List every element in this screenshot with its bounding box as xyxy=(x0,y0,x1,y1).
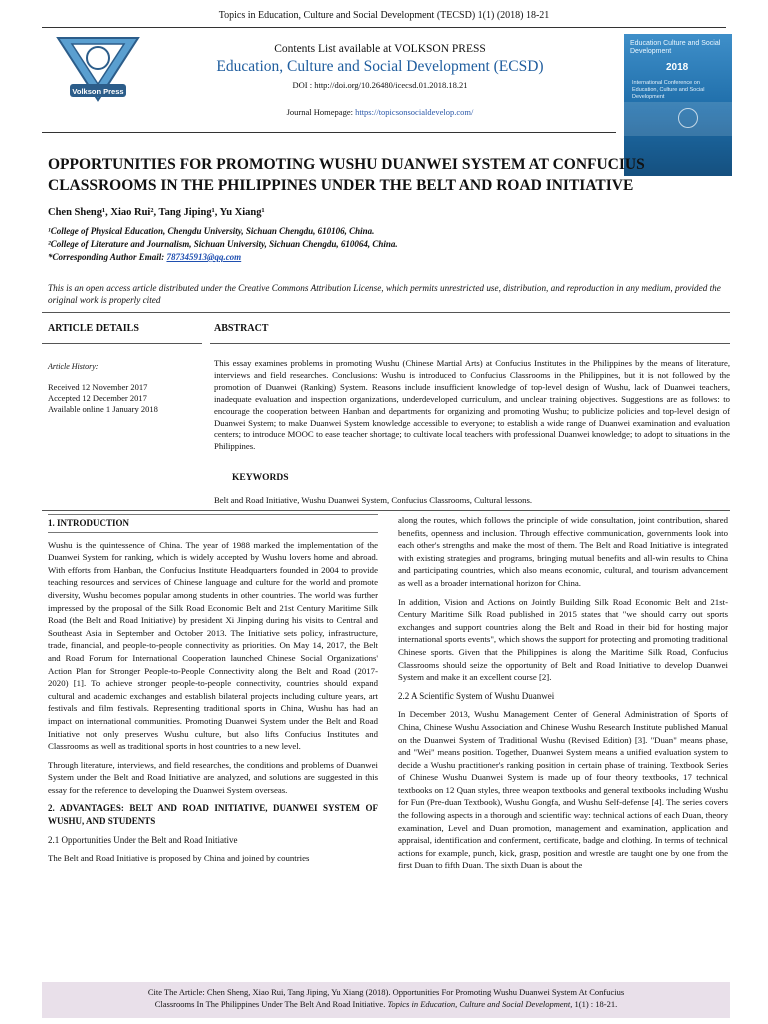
divider xyxy=(42,510,730,511)
citation-line-2 xyxy=(42,998,730,1010)
abstract-heading: ABSTRACT xyxy=(214,323,269,334)
citation-line-2-text: Classrooms In The Philippines Under The Belt And Road Initiative. xyxy=(154,999,388,1009)
body-column-left xyxy=(48,514,378,871)
divider xyxy=(42,312,730,313)
top-rule xyxy=(42,27,726,28)
authors: Chen Sheng¹, Xiao Rui², Tang Jiping¹, Yu Xiang¹ xyxy=(48,207,265,218)
citation-journal: Topics in Education, Culture and Social Development xyxy=(387,999,571,1009)
paragraph: along the routes, which follows the principle of wide consultation, joint contribution, shared benefits, openness and inclusion. Through effective communication, governments look into each other's strengths and make the most of them. The Belt and Road Initiative is integrated with existing strategies and programs, bringing mutual benefits and all-win results to China and participating countries, which also means economic, cultural, and tourism advancement as well as a broader international horizon for China. xyxy=(398,515,728,588)
cover-subtitle: International Conference on Education, Culture and Social Development xyxy=(632,80,705,100)
publisher-logo xyxy=(52,34,144,104)
logo-text: Volkson Press xyxy=(72,87,124,96)
header-rule xyxy=(42,132,616,133)
section-heading: 1. INTRODUCTION xyxy=(48,514,378,533)
citation-line-1: Cite The Article: Chen Sheng, Xiao Rui, Tang Jiping, Yu Xiang (2018). Opportunities For Promoting Wushu Duanwei System At Confucius xyxy=(147,987,625,997)
cover-emblem-icon xyxy=(678,108,698,128)
keywords-text: Belt and Road Initiative, Wushu Duanwei System, Confucius Classrooms, Cultural lessons. xyxy=(214,495,533,505)
affiliation-2: ²College of Literature and Journalism, Sichuan University, Sichuan Chengdu, 610064, China. xyxy=(48,239,398,249)
subsection-heading: 2.1 Opportunities Under the Belt and Road Initiative xyxy=(48,834,238,845)
corresponding-label: *Corresponding Author Email: xyxy=(48,252,167,262)
subsection-heading: 2.2 A Scientific System of Wushu Duanwei xyxy=(398,690,555,701)
body-column-right xyxy=(398,514,728,878)
paragraph: Wushu is the quintessence of China. The year of 1988 marked the implementation of the Duanwei System for ranking, which is widely accepted by Wushu lovers home and abroad. With efforts from Hanban, the Confucius Institute Headquarters founded in 2004 to provide teaching resources and services of Chinese language and culture for the world and promote diversity, Wushu becomes popular among students in other countries. The world was further impressed by the proposal of the Silk Road Economic Belt and 21st Century Maritime Silk Road (the Belt and Road Initiative) by president Xi Jinping during his visits to Central and Southeast Asia in September and October 2013. The Initiative sets policy, infrastructure, trade, financial, and people-to-people connectivity as priorities. On May 14, 2017, the Belt and Road Forum for International Cooperation launched Chinese Social Organizations' Action Plan for Stronger People-to-People Connectivity along the Belt and Road (2017-2020) [1]. To achieve stronger people-to-people connectivity, countries should expand cultural and academic exchanges and establish bilateral projects including culture years, art festivals and film festivals. Representing traditional sports in China, Wushu has had an impact on international communities. Promoting Duanwei System under the Belt and Road Initiative not only preserves Wushu culture, but also lifts Confucius Institutes and Classrooms as well as traditional sports in host countries to a new level. xyxy=(48,539,378,752)
online-date: Available online 1 January 2018 xyxy=(48,404,158,414)
accepted-date: Accepted 12 December 2017 xyxy=(48,393,147,403)
article-details-heading: ARTICLE DETAILS xyxy=(48,323,139,334)
running-head: Topics in Education, Culture and Social Development (TECSD) 1(1) (2018) 18-21 xyxy=(218,10,550,21)
paragraph: In December 2013, Wushu Management Center of General Administration of Sports of China, Chinese Wushu Association and Chinese Wushu Research Institute published Manual on the Duanwei System of Traditional Wushu (Revised Edition) [3]. "Duan" means phase, and "Wei" means position. Together, Duanwei System means a unified evaluation system to decide a Wushu practitioner's ranking position in certain phase of training. Textbook Series of Chinese Wushu Duanwei System is made up of four theory textbooks, 17 technical textbooks on 12 Quan styles, three weapon textbooks and general textbooks including Wushu for Fun (Pre-duan Textbook), Wushu Gongfa, and Wushu Self-defense [4]. The series covers the following aspects in a thorough and scientific way: technical actions of each Duan, theory examination, Level and Duan promotion, management and examination, application and appraisal, identification and conferment, certificate, badge and clothing. In terms of technical actions for example, punch, kick, grasp, position and wrestle are taught one by one from the first Duan to fifth Duan. The sixth Duan is about the xyxy=(398,709,728,871)
cover-title: Education Culture and Social Development xyxy=(630,40,721,55)
article-title: OPPORTUNITIES FOR PROMOTING WUSHU DUANWEI SYSTEM AT CONFUCIUS CLASSROOMS IN THE PHILIPPINES UNDER THE BELT AND ROAD INITIATIVE xyxy=(48,156,645,194)
homepage-link[interactable]: https://topicsonsocialdevelop.com/ xyxy=(355,107,474,117)
corresponding-author xyxy=(48,252,241,262)
paragraph: Through literature, interviews, and field researches, the conditions and problems of Duanwei System under the Belt and Road Initiative are analyzed, and solutions are suggested in this essay for the reference to developing the Duanwei System overseas. xyxy=(48,759,378,795)
divider xyxy=(42,343,202,344)
citation-tail: , 1(1) : 18-21. xyxy=(570,999,618,1009)
affiliation-1: ¹College of Physical Education, Chengdu University, Sichuan Chengdu, 610106, China. xyxy=(48,226,375,236)
citation-footer xyxy=(42,982,730,1018)
paragraph: The Belt and Road Initiative is proposed by China and joined by countries xyxy=(48,853,310,864)
license-note: This is an open access article distributed under the Creative Commons Attribution License, which permits unrestricted use, distribution, and reproduction in any medium, provided the original work is properly cited xyxy=(48,283,721,305)
journal-name: Education, Culture and Social Development (ECSD) xyxy=(216,58,544,75)
doi-line: DOI : http://doi.org/10.26480/icecsd.01.2018.18.21 xyxy=(292,80,468,90)
keywords-heading: KEYWORDS xyxy=(232,473,289,483)
history-label: Article History: xyxy=(48,362,99,371)
cover-year: 2018 xyxy=(666,62,689,73)
paragraph: In addition, Vision and Actions on Jointly Building Silk Road Economic Belt and 21st-Century Maritime Silk Road published in 2015 states that "we should carry out sports exchanges and support countries along the Belt and Road in their bid for hosting major international sports events", which shows the support for protecting and promoting traditional Chinese sports. Given that the Philippines is along the Maritime Silk Road, Confucius Classrooms should seize the opportunity of Belt and Road Initiative to develop Duanwei System and make it an excellent course [2]. xyxy=(398,596,728,683)
email-link[interactable]: 787345913@qq.com xyxy=(166,252,242,262)
abstract-text: This essay examines problems in promoting Wushu (Chinese Martial Arts) at Confucius Institutes in the Philippines by the means of literature, interviews and field researches. Conclusions: Wushu is introduced to Confucius Classrooms in the Philippines, but it is not followed by the promotion of Duanwei (Ranking) System. Reasons include insufficient knowledge of top-level design of Wushu, lack of Duanwei teachers, inadequate evaluation and inspection organizations, underdeveloped curriculum, and unclear training objectives. Suggestions are as follows: to encourage the cooperation between Hanban and departments for organizing and promoting Wushu; to publicize policies and top-level design of Duanwei System; to make Duanwei System knowledge accessible to everyone; to establish a wide range of Duanwei examination and evaluation centers; to introduce MOOC to ease teacher shortage; to cultivate local teachers with professional Duanwei knowledge; to adopt to situations in the Philippines. xyxy=(214,358,730,452)
contents-list-line: Contents List available at VOLKSON PRESS xyxy=(274,43,486,55)
homepage-label: Journal Homepage: xyxy=(286,107,356,117)
section-heading: 2. ADVANTAGES: BELT AND ROAD INITIATIVE, DUANWEI SYSTEM OF WUSHU, AND STUDENTS xyxy=(48,803,378,827)
divider xyxy=(210,343,730,344)
journal-homepage xyxy=(160,107,600,117)
received-date: Received 12 November 2017 xyxy=(48,382,148,392)
